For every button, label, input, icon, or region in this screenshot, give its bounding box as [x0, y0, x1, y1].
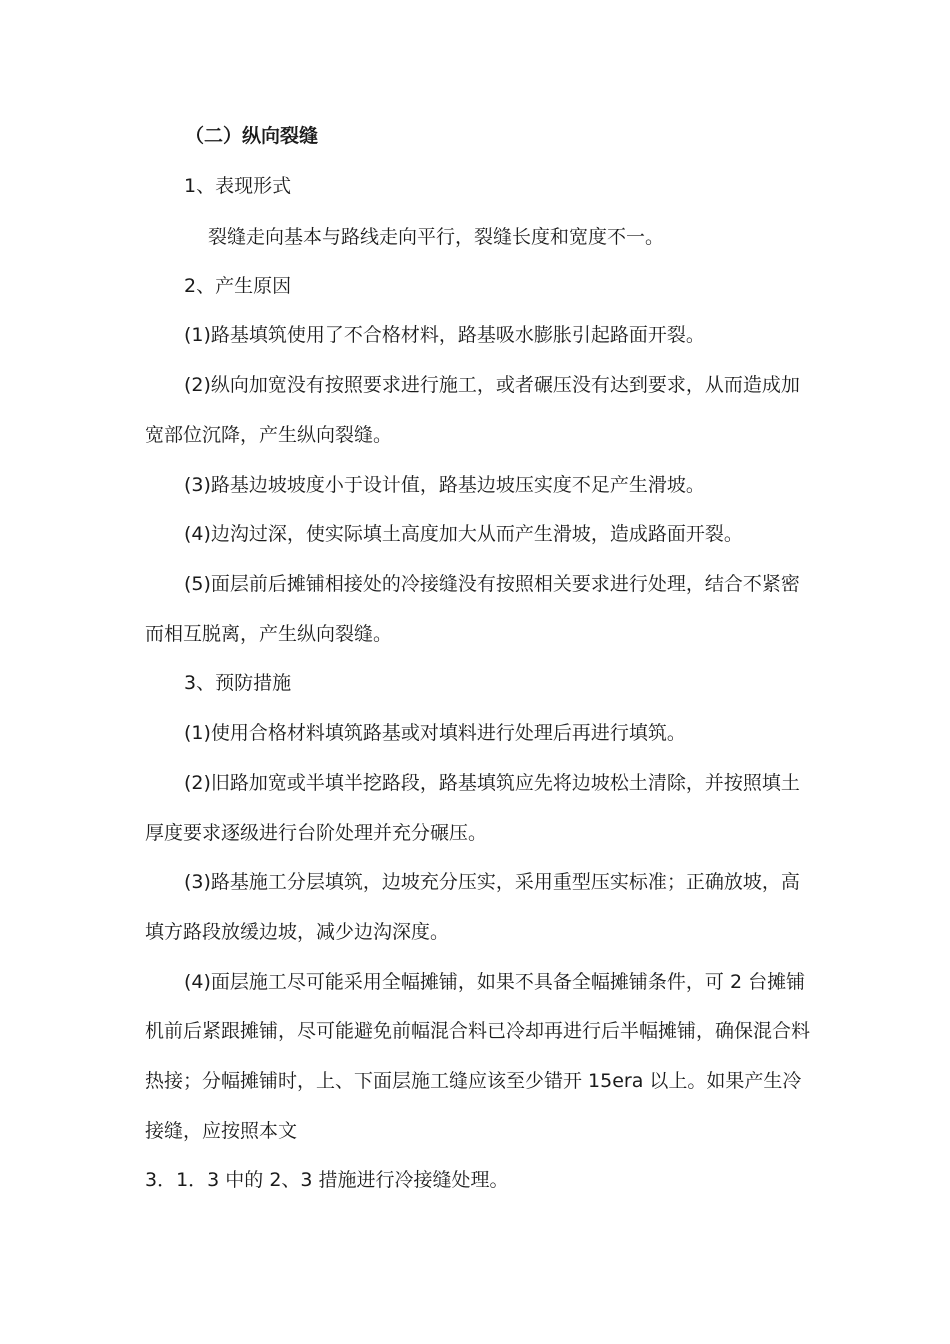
paragraph: (4)面层施工尽可能采用全幅摊铺，如果不具备全幅摊铺条件，可 2 台摊铺: [184, 971, 806, 993]
paragraph-continuation: 机前后紧跟摊铺，尽可能避免前幅混合料已冷却再进行后半幅摊铺，确保混合料: [145, 1020, 811, 1042]
paragraph: (3)路基边坡坡度小于设计值，路基边坡压实度不足产生滑坡。: [184, 474, 705, 496]
section-heading: （二）纵向裂缝: [185, 125, 319, 147]
paragraph-continuation: 厚度要求逐级进行台阶处理并充分碾压。: [145, 822, 488, 844]
paragraph: (1)使用合格材料填筑路基或对填料进行处理后再进行填筑。: [184, 722, 686, 744]
paragraph: (1)路基填筑使用了不合格材料，路基吸水膨胀引起路面开裂。: [184, 324, 705, 346]
paragraph-continuation: 宽部位沉降，产生纵向裂缝。: [145, 424, 393, 446]
paragraph: 裂缝走向基本与路线走向平行，裂缝长度和宽度不一。: [208, 226, 665, 248]
subsection-title: 1、表现形式: [184, 175, 292, 197]
paragraph: (4)边沟过深，使实际填土高度加大从而产生滑坡，造成路面开裂。: [184, 523, 743, 545]
paragraph: (2)旧路加宽或半填半挖路段，路基填筑应先将边坡松土清除，并按照填土: [184, 772, 800, 794]
paragraph-continuation: 3．1．3 中的 2、3 措施进行冷接缝处理。: [145, 1169, 509, 1191]
paragraph: (3)路基施工分层填筑，边坡充分压实，采用重型压实标准；正确放坡，高: [184, 871, 800, 893]
subsection-title: 3、预防措施: [184, 672, 292, 694]
paragraph-continuation: 热接；分幅摊铺时，上、下面层施工缝应该至少错开 15era 以上。如果产生冷: [145, 1070, 802, 1092]
paragraph-continuation: 而相互脱离，产生纵向裂缝。: [145, 623, 393, 645]
paragraph-continuation: 填方路段放缓边坡，减少边沟深度。: [145, 921, 450, 943]
paragraph: (2)纵向加宽没有按照要求进行施工，或者碾压没有达到要求，从而造成加: [184, 374, 800, 396]
paragraph-continuation: 接缝，应按照本文: [145, 1120, 298, 1142]
subsection-title: 2、产生原因: [184, 275, 292, 297]
paragraph: (5)面层前后摊铺相接处的冷接缝没有按照相关要求进行处理，结合不紧密: [184, 573, 800, 595]
